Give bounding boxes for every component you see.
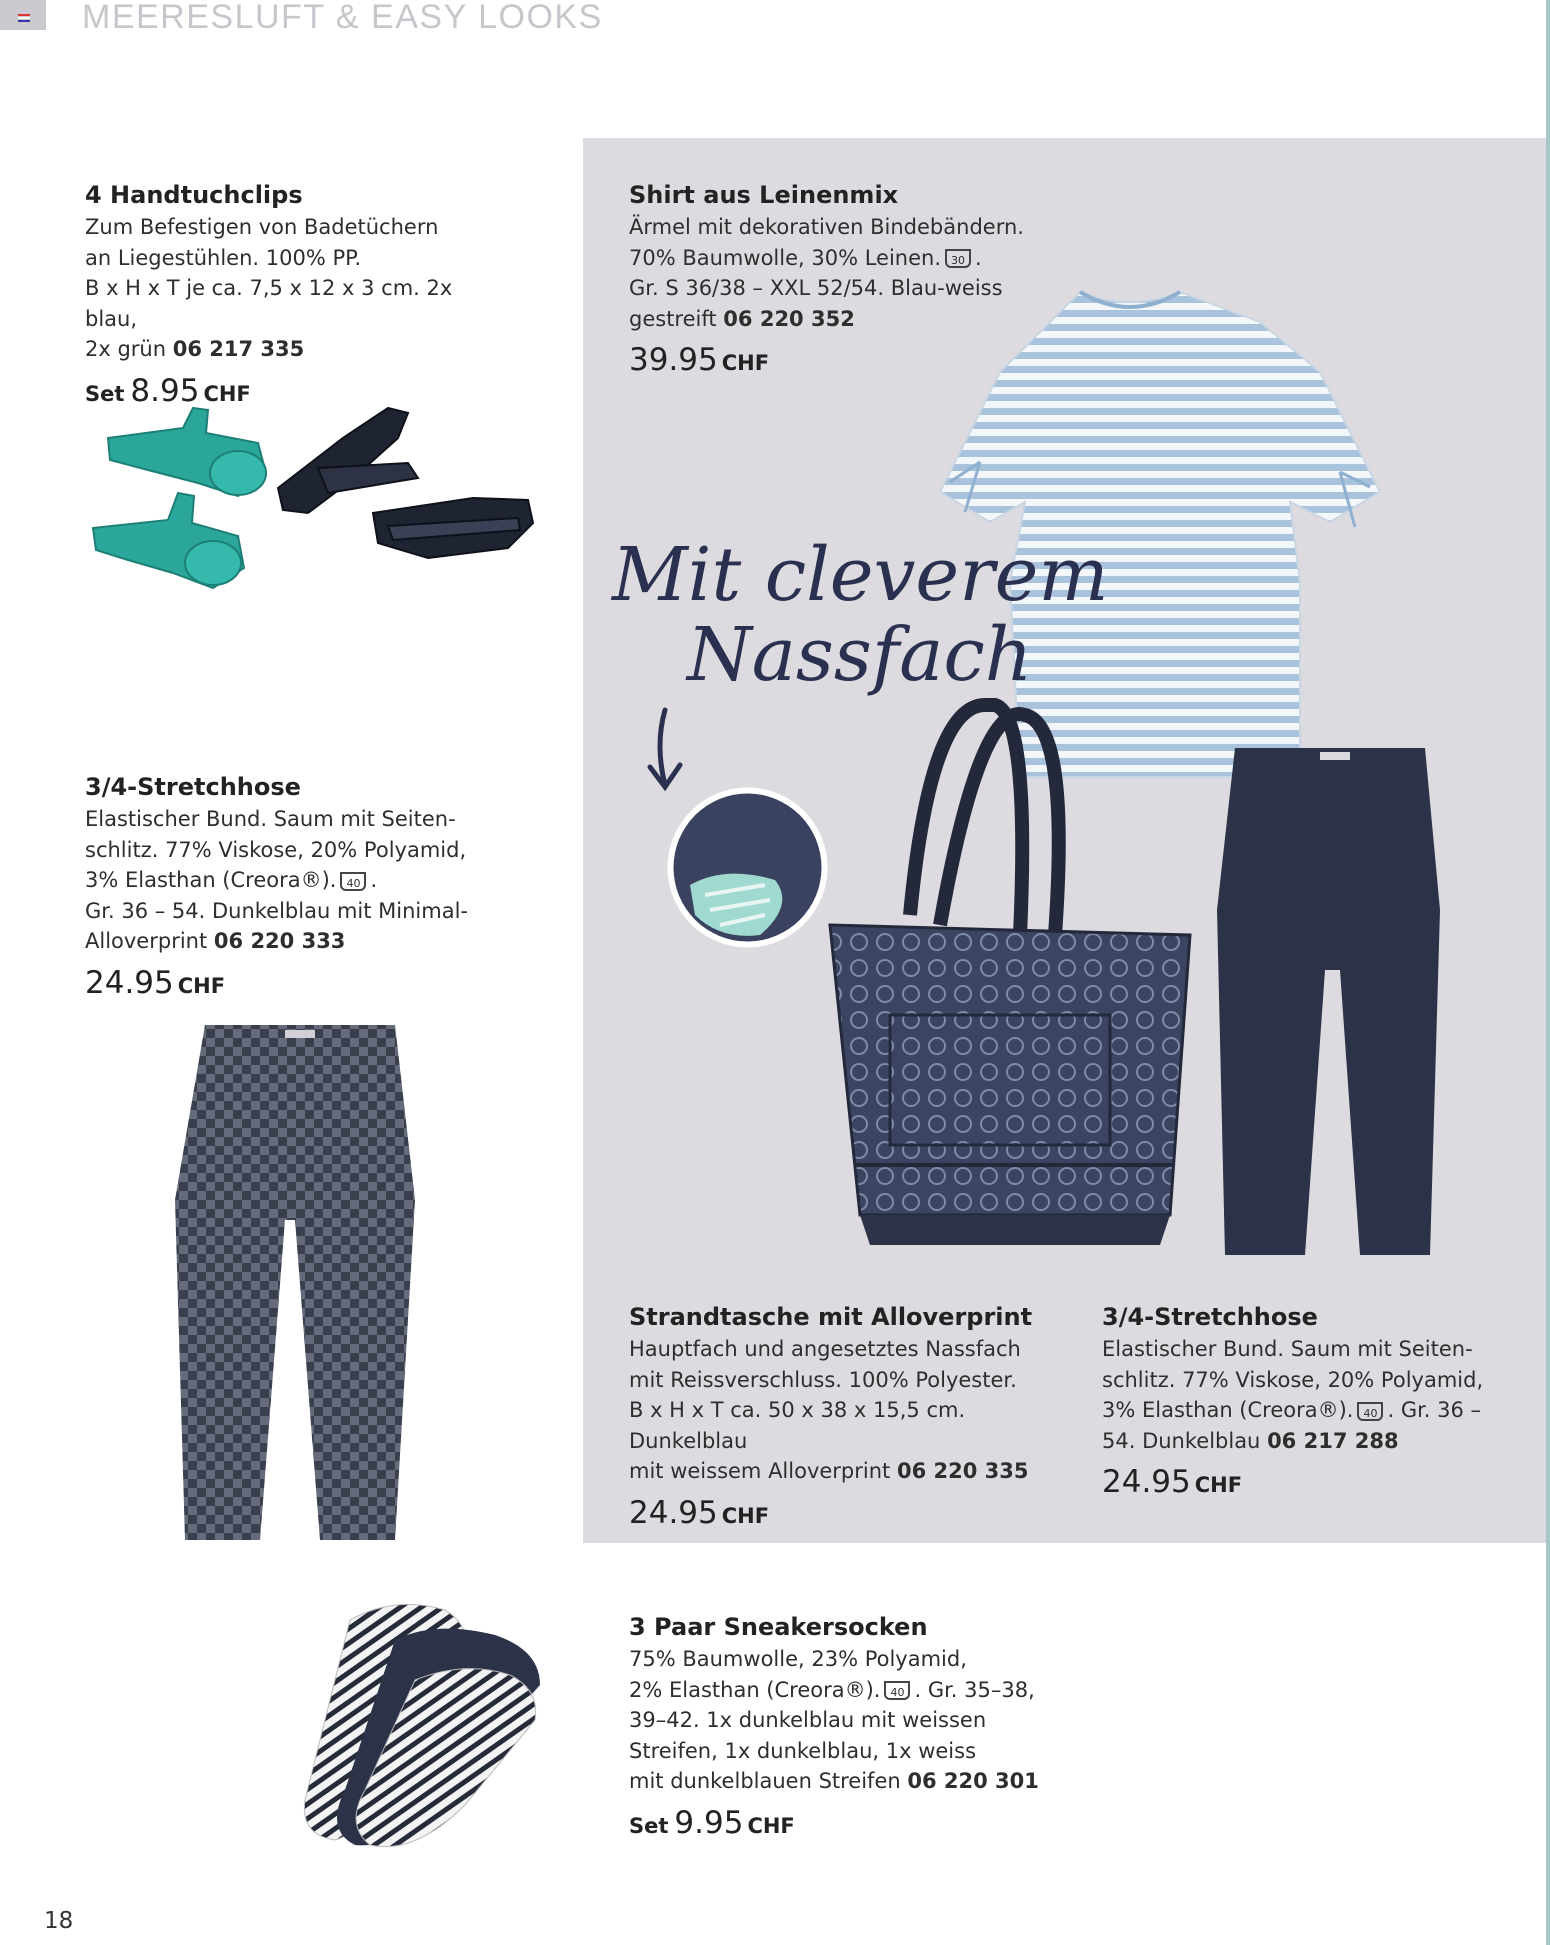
product-description: Elastischer Bund. Saum mit Seiten- schlitz. 77% Viskose, 20% Polyamid, 3% Elasthan (Creora®). 40 . Gr. 36 – 54. Dunkelblau 06 217 288: [1102, 1337, 1484, 1453]
article-number: 06 217 335: [172, 337, 305, 361]
wash-care-icon: 40: [1357, 1402, 1383, 1421]
article-number: 06 217 288: [1267, 1428, 1399, 1453]
product-price: Set 8.95 CHF: [85, 372, 251, 409]
product-price: 24.95 CHF: [85, 964, 226, 1001]
script-line: Nassfach: [687, 612, 1033, 698]
product-pants-right: [1102, 1300, 1532, 1505]
product-socks: [629, 1610, 1089, 1846]
product-title: 3/4-Stretchhose: [85, 773, 301, 801]
wash-care-icon: 40: [884, 1681, 910, 1700]
socks-image: [295, 1590, 550, 1855]
product-title: 4 Handtuchclips: [85, 181, 303, 209]
product-title: Shirt aus Leinenmix: [629, 181, 899, 209]
clips-image: [88, 398, 538, 598]
page-number: 18: [44, 1908, 74, 1934]
product-description: Hauptfach und angesetztes Nassfach mit Reissverschluss. 100% Polyester. B x H x T ca. 50 x 38 x 15,5 cm. Dunkelblau mit weissem Alloverprint 06 220 335: [629, 1337, 1029, 1483]
script-line: Mit cleverem: [612, 532, 1109, 618]
product-description: Ärmel mit dekorativen Bindebändern. 70% Baumwolle, 30% Leinen. 30 . Gr. S 36/38 – XXL 52/54. Blau-weiss gestreift 06 220 352: [629, 215, 1024, 331]
product-price: 24.95 CHF: [1102, 1464, 1243, 1500]
article-number: 06 220 301: [907, 1769, 1039, 1793]
product-pants-left: [85, 770, 525, 1006]
script-headline: [612, 532, 1109, 698]
arrow-down-icon: [640, 705, 690, 795]
product-description: Zum Befestigen von Badetüchern an Liegestühlen. 100% PP. B x H x T je ca. 7,5 x 12 x 3 cm. 2x blau, 2x grün 06 217 335: [85, 215, 453, 361]
bag-image: [820, 695, 1210, 1255]
flag-icon: [18, 14, 30, 22]
product-price: 39.95 CHF: [629, 342, 770, 378]
product-title: 3/4-Stretchhose: [1102, 1303, 1318, 1331]
product-clips: [85, 178, 505, 414]
product-description: 75% Baumwolle, 23% Polyamid, 2% Elasthan (Creora®). 40 . Gr. 35–38, 39–42. 1x dunkelblau mit weissen Streifen, 1x dunkelblau, 1x weiss mit dunkelblauen Streifen 06 220 301: [629, 1647, 1039, 1793]
pants-right-image: [1215, 740, 1445, 1260]
wet-pocket-inset-image: [665, 785, 830, 950]
wash-care-icon: 30: [945, 249, 971, 268]
pants-left-image: [170, 1020, 425, 1545]
wash-care-icon: 40: [340, 872, 366, 891]
page-edge: [1546, 0, 1550, 1945]
product-price: Set 9.95 CHF: [629, 1804, 795, 1841]
product-description: Elastischer Bund. Saum mit Seiten- schlitz. 77% Viskose, 20% Polyamid, 3% Elasthan (Creora®). 40 . Gr. 36 – 54. Dunkelblau mit Minimal- Alloverprint 06 220 333: [85, 807, 468, 953]
product-title: Strandtasche mit Alloverprint: [629, 1303, 1033, 1331]
article-number: 06 220 333: [213, 929, 346, 953]
product-title: 3 Paar Sneakersocken: [629, 1613, 928, 1641]
section-title: MEERESLUFT & EASY LOOKS: [82, 0, 603, 36]
article-number: 06 220 335: [896, 1459, 1029, 1483]
product-price: 24.95 CHF: [629, 1494, 770, 1531]
product-bag: [629, 1300, 1089, 1536]
article-number: 06 220 352: [723, 306, 855, 331]
